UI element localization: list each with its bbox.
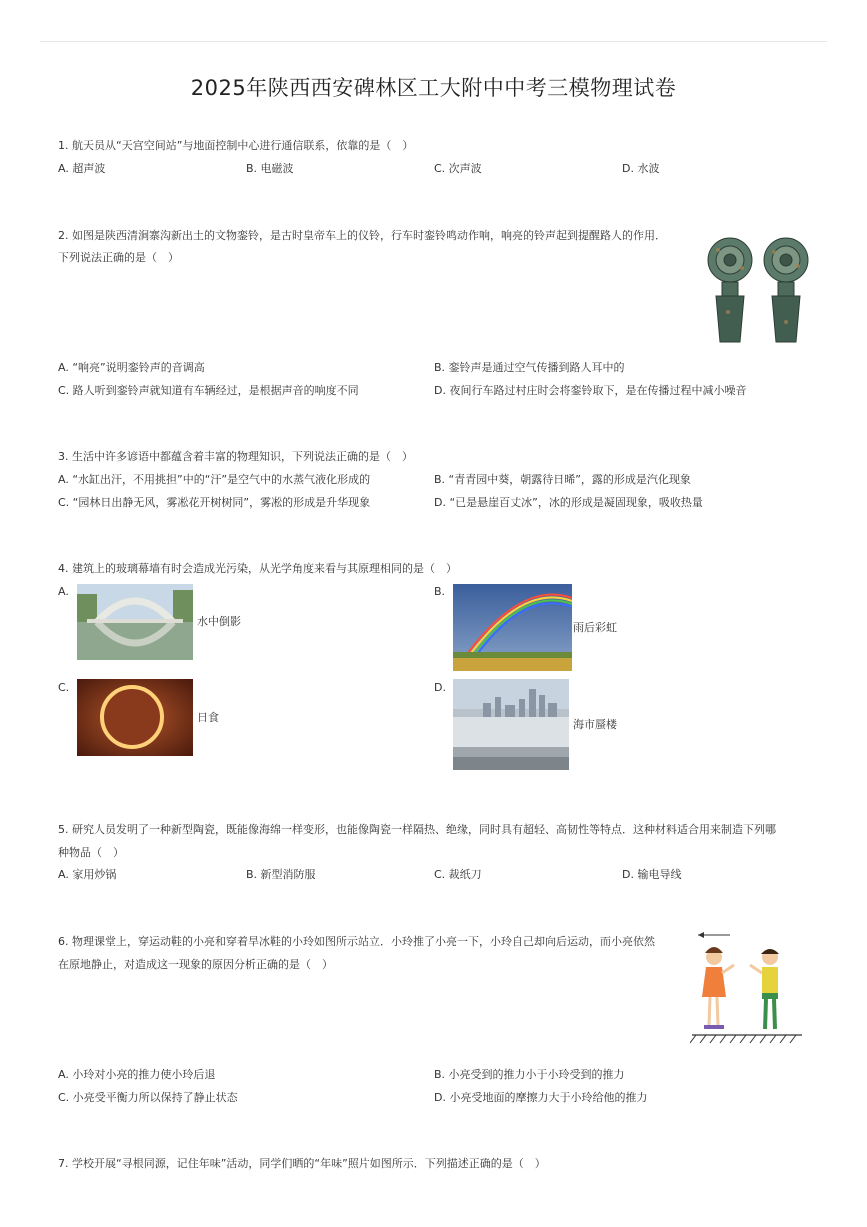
option-a[interactable]: A. 家用炒锅 bbox=[58, 868, 117, 881]
option-a[interactable]: A. “响亮”说明銮铃声的音调高 bbox=[58, 361, 205, 374]
option-b[interactable]: B. “青青园中葵，朝露待日晞”，露的形成是汽化现象 bbox=[434, 473, 691, 486]
option-d[interactable]: D. “已是悬崖百丈冰”，冰的形成是凝固现象，吸收热量 bbox=[434, 496, 703, 509]
question-stem: 4. 建筑上的玻璃幕墙有时会造成光污染，从光学角度来看与其原理相同的是（ ） bbox=[58, 562, 457, 575]
water-reflection-image[interactable] bbox=[77, 584, 193, 660]
option-b-letter[interactable]: B. bbox=[434, 585, 446, 598]
option-a-caption: 水中倒影 bbox=[197, 615, 241, 628]
question-stem-line2: 种物品（ ） bbox=[58, 846, 124, 859]
rainbow-image[interactable] bbox=[453, 584, 572, 671]
page-title: 2025年陕西西安碑林区工大附中中考三模物理试卷 bbox=[190, 76, 677, 100]
option-c[interactable]: C. 小亮受平衡力所以保持了静止状态 bbox=[58, 1091, 238, 1104]
question-stem-line1: 2. 如图是陕西清涧寨沟新出土的文物銮铃，是古时皇帝车上的仪铃，行车时銮铃鸣动作响，响亮的铃声起到提醒路人的作用． bbox=[58, 229, 666, 242]
option-c[interactable]: C. “园林日出静无风，雾凇花开树树同”，雾凇的形成是升华现象 bbox=[58, 496, 371, 509]
option-d[interactable]: D. 夜间行车路过村庄时会将銮铃取下，是在传播过程中减小噪音 bbox=[434, 384, 747, 397]
top-divider bbox=[40, 41, 827, 42]
option-a[interactable]: A. 超声波 bbox=[58, 162, 106, 175]
skating-kids-image bbox=[690, 927, 804, 1049]
option-a-letter[interactable]: A. bbox=[58, 585, 69, 598]
question-stem-line1: 6. 物理课堂上，穿运动鞋的小亮和穿着旱冰鞋的小玲如图所示站立．小玲推了小亮一下，小玲自己却向后运动，而小亮依然 bbox=[58, 935, 655, 948]
option-d[interactable]: D. 小亮受地面的摩擦力大于小玲给他的推力 bbox=[434, 1091, 648, 1104]
option-c-letter[interactable]: C. bbox=[58, 681, 70, 694]
option-d[interactable]: D. 输电导线 bbox=[622, 868, 682, 881]
option-c[interactable]: C. 次声波 bbox=[434, 162, 482, 175]
solar-eclipse-image[interactable] bbox=[77, 679, 193, 756]
option-d-caption: 海市蜃楼 bbox=[573, 718, 617, 731]
mirage-image[interactable] bbox=[453, 679, 569, 770]
question-stem: 3. 生活中许多谚语中都蕴含着丰富的物理知识，下列说法正确的是（ ） bbox=[58, 450, 413, 463]
question-stem-line2: 在原地静止，对造成这一现象的原因分析正确的是（ ） bbox=[58, 958, 333, 971]
option-b[interactable]: B. 銮铃声是通过空气传播到路人耳中的 bbox=[434, 361, 625, 374]
question-stem: 7. 学校开展“寻根同源，记住年味”活动，同学们晒的“年味”照片如图所示．下列描述正确的是（ ） bbox=[58, 1157, 546, 1170]
bronze-bells-image bbox=[700, 232, 812, 346]
option-d[interactable]: D. 水波 bbox=[622, 162, 660, 175]
question-stem: 1. 航天员从“天宫空间站”与地面控制中心进行通信联系，依靠的是（ ） bbox=[58, 139, 414, 152]
question-stem-line1: 5. 研究人员发明了一种新型陶瓷，既能像海绵一样变形，也能像陶瓷一样隔热、绝缘，同时具有超轻、高韧性等特点．这种材料适合用来制造下列哪 bbox=[58, 823, 776, 836]
option-b[interactable]: B. 小亮受到的推力小于小玲受到的推力 bbox=[434, 1068, 625, 1081]
option-b[interactable]: B. 电磁波 bbox=[246, 162, 294, 175]
option-c-caption: 日食 bbox=[197, 711, 219, 724]
option-a[interactable]: A. 小玲对小亮的推力使小玲后退 bbox=[58, 1068, 216, 1081]
option-c[interactable]: C. 裁纸刀 bbox=[434, 868, 482, 881]
option-a[interactable]: A. “水缸出汗，不用挑担”中的“汗”是空气中的水蒸气液化形成的 bbox=[58, 473, 371, 486]
option-b[interactable]: B. 新型消防服 bbox=[246, 868, 316, 881]
question-stem-line2: 下列说法正确的是（ ） bbox=[58, 251, 179, 264]
option-d-letter[interactable]: D. bbox=[434, 681, 446, 694]
option-c[interactable]: C. 路人听到銮铃声就知道有车辆经过，是根据声音的响度不同 bbox=[58, 384, 359, 397]
option-b-caption: 雨后彩虹 bbox=[573, 621, 617, 634]
